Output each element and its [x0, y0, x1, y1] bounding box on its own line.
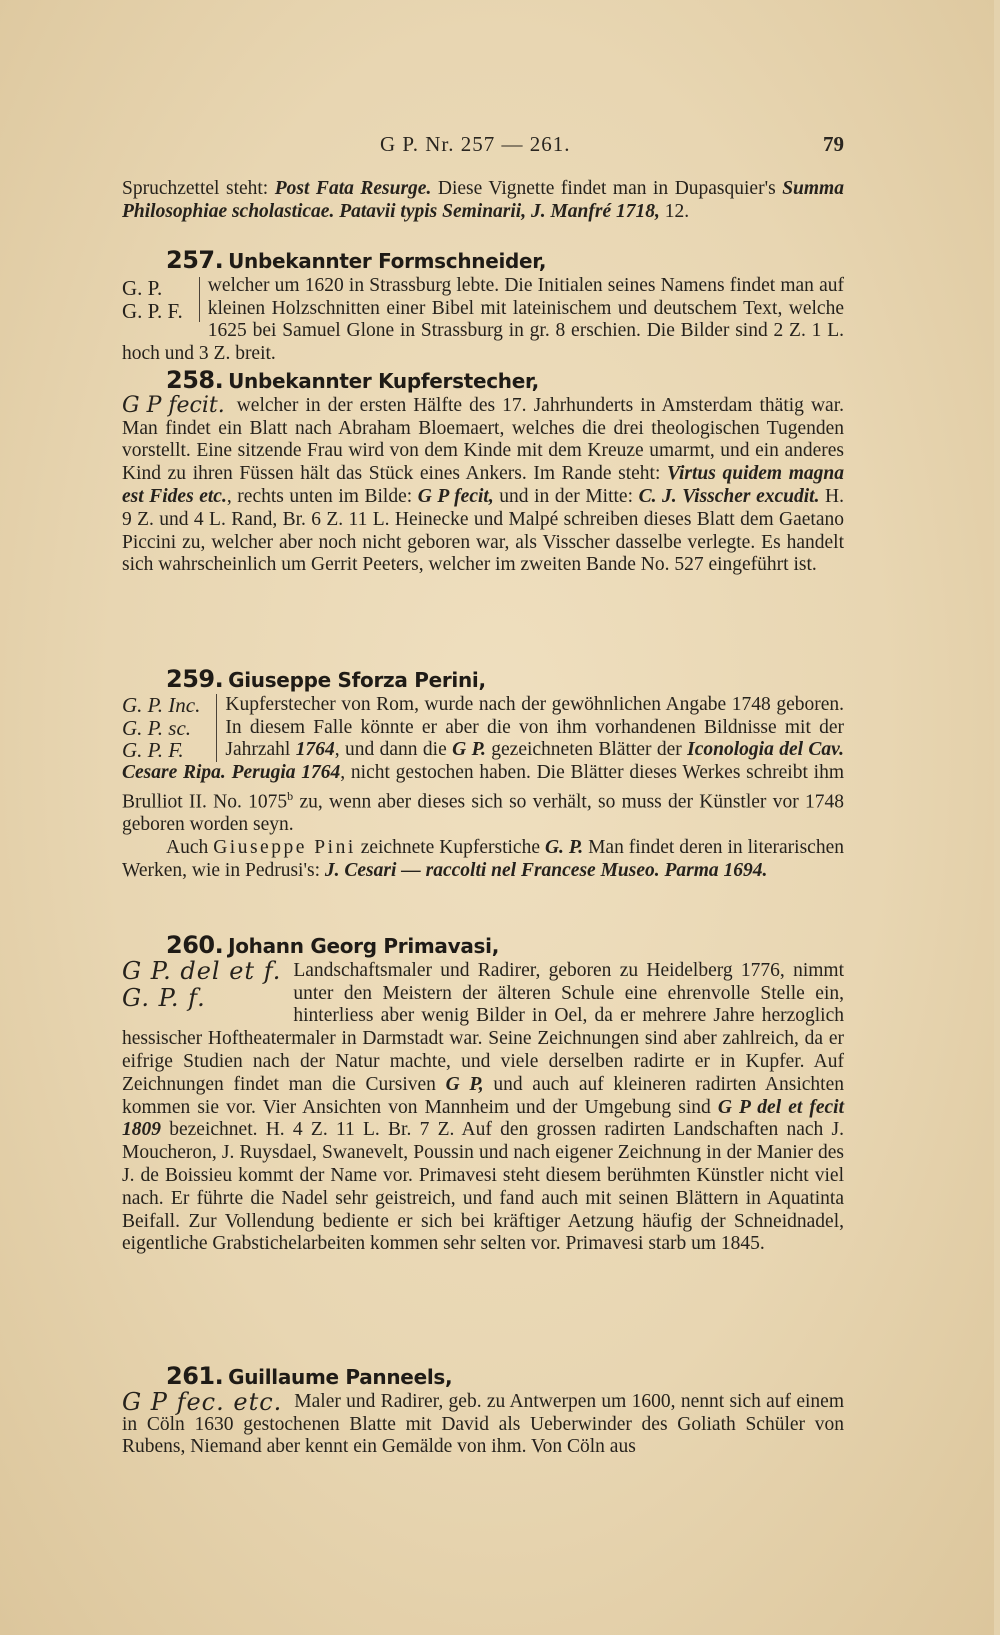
entry-number: 261.: [166, 1362, 224, 1390]
superscript: b: [287, 788, 294, 803]
monogram: G. P. F.: [122, 738, 184, 763]
book-title: J. Cesari — raccolti nel Francese Museo. Parma 1694.: [324, 859, 768, 881]
entry-259: [122, 665, 844, 883]
entry-text: welcher um 1620 in Strassburg lebte. Die Initialen seines Namens findet man auf kleinen Holzschnitten einer Bibel mit lateinischem und deutschem Text, welche 1625 bei Samuel Glone in Strassburg in gr. 8 erschien. Die Bilder sind 2 Z. 1 L. hoch und 3 Z. breit.: [122, 274, 844, 365]
monogram-ref: G P.: [452, 739, 486, 761]
year: 1764: [295, 739, 335, 761]
monogram: G P fecit.: [122, 392, 225, 418]
monogram: G P fec. etc.: [122, 1387, 283, 1416]
page-number: 79: [823, 132, 844, 156]
monogram-group: [122, 1387, 286, 1416]
intro-text: Spruchzettel steht:: [122, 178, 275, 199]
artist-name: Giuseppe Sforza Perini,: [228, 668, 486, 692]
entry-text: und in der Mitte:: [493, 485, 639, 507]
monogram: G P. del et f.: [122, 956, 282, 985]
monogram-group: [122, 956, 285, 1012]
monogram-group: [122, 392, 229, 418]
entry-text: und auch auf kleineren radirten Ansichten kommen sie vor. Vier Ansichten von Mannheim und der Umgebung sind: [122, 1073, 844, 1118]
artist-name: Guillaume Panneels,: [228, 1365, 453, 1389]
entry-text: welcher in der ersten Hälfte des 17. Jahrhunderts in Amsterdam thätig war. Man findet ein Blatt nach Abraham Bloemaert, welches die drei theologischen Tugenden vorstellt. Eine sitzende Frau wird von dem Kinde mit dem Kreuze umarmt, und ein anderes Kind zu ihren Füssen hält das Stück eines Ankers. Im Rande steht:: [122, 394, 844, 485]
entry-text: Maler und Radirer, geb. zu Antwerpen um 1600, nennt sich auf einem in Cöln 1630 gestochenen Blatte mit David als Ueberwinder des Goliath Schüler von Rubens, Niemand aber kennt ein Gemälde von ihm. Von Cöln aus: [122, 1390, 844, 1458]
inscription: G P fecit,: [417, 485, 494, 507]
entry-261: [122, 1362, 844, 1459]
entry-number: 257.: [166, 246, 224, 274]
inscription: Virtus quidem magna est Fides etc.: [122, 463, 844, 507]
entry-text: Landschaftsmaler und Radirer, geboren zu Heidelberg 1776, nimmt unter den Meistern der älteren Schule eine ehrenvolle Stelle ein, hinterliess aber wenig Bilder in Oel, da er mehrere Jahre herzoglich hessischer Hoftheatermaler in Darmstadt war. Seine Zeichnungen sind aber zahlreich, da er eifrige Studien nach der Natur machte, und viele derselben radirte er in Kupfer. Auf Zeichnungen findet man die Cursiven: [122, 959, 844, 1095]
entry-number: 258.: [166, 366, 224, 394]
monogram-ref: G P,: [445, 1073, 484, 1095]
monogram: G. P. F.: [122, 298, 183, 323]
entry-number: 259.: [166, 665, 224, 693]
intro-text-2: Diese Vignette findet man in Dupasquier's: [431, 178, 783, 199]
monogram: G. P. Inc.: [122, 692, 201, 717]
artist-name-spaced: Giuseppe Pini: [213, 837, 356, 859]
entry-257: [122, 246, 844, 366]
intro-motto: Post Fata Resurge.: [274, 178, 432, 199]
entry-text: Kupferstecher von Rom, wurde nach der gewöhnlichen Angabe 1748 geboren. In diesem Falle könnte er aber die von ihm vorhandenen Bildnisse mit der Jahrzahl: [225, 693, 844, 761]
entry-text: H. 9 Z. und 4 L. Rand, Br. 6 Z. 11 L. Heinecke und Malpé schreiben dieses Blatt dem Gaetano Piccini zu, welcher aber noch nicht geboren war, als Visscher dasselbe verlegte. Es handelt sich wahrscheinlich um Gerrit Peeters, welcher im zweiten Bande No. 527 eingeführt ist.: [122, 485, 844, 576]
artist-name: Unbekannter Formschneider,: [228, 249, 547, 273]
book-title: Iconologia del Cav. Cesare Ripa. Perugia 1764: [122, 739, 844, 784]
intro-paragraph: [122, 178, 844, 224]
entry-text: zu, wenn aber dieses sich so verhält, so muss der Künstler vor 1748 geboren worden seyn.: [122, 791, 844, 836]
running-header: [122, 132, 844, 162]
entry-text: zeichnete Kupferstiche: [355, 837, 545, 859]
entry-text: gezeichneten Blätter der: [485, 739, 688, 761]
entry-text: Auch: [166, 837, 214, 859]
running-title: G P. Nr. 257 — 261.: [380, 132, 571, 156]
entry-text: , nicht gestochen haben. Die Blätter dieses Werkes schreibt ihm Brulliot II. No. 1075: [122, 762, 844, 813]
inscription: C. J. Visscher excudit.: [638, 485, 820, 507]
intro-format: 12.: [659, 200, 690, 222]
entry-258: [122, 366, 844, 577]
artist-name: Unbekannter Kupferstecher,: [228, 369, 539, 393]
monogram-group: [122, 694, 217, 762]
inscription: G P del et fecit 1809: [122, 1096, 845, 1141]
monogram: G. P.: [122, 275, 163, 300]
monogram-group: [122, 277, 200, 323]
entry-text: Man findet deren in literarischen Werken, wie in Pedrusi's:: [122, 837, 844, 881]
entry-text: , rechts unten im Bilde:: [226, 485, 418, 507]
artist-name: Johann Georg Primavasi,: [228, 934, 500, 958]
monogram: G. P. sc.: [122, 715, 192, 740]
monogram-ref: G. P.: [544, 837, 584, 859]
entry-text: , und dann die: [334, 739, 453, 761]
entry-260: [122, 931, 845, 1256]
intro-book-title: Summa Philosophiae scholasticae. Patavii typis Seminarii, J. Manfré 1718,: [122, 178, 844, 222]
entry-number: 260.: [166, 931, 224, 959]
monogram: G. P. f.: [122, 983, 206, 1012]
entry-text: bezeichnet. H. 4 Z. 11 L. Br. 7 Z. Auf den grossen radirten Landschaften nach J. Moucheron, J. Ruysdael, Swanevelt, Poussin und nach eigener Zeichnung in der Manier des J. de Boissieu kommt der Name vor. Primavesi steht diesem berühmten Künstler nicht viel nach. Er führte die Nadel sehr geistreich, und fand auch mit seinen Blättern in Aquatinta Beifall. Zur Vollendung bediente er sich bei kräftiger Aetzung häufig der Schneidnadel, eigentliche Grabstichelarbeiten kommen sehr selten vor. Primavesi starb um 1845.: [122, 1119, 844, 1255]
